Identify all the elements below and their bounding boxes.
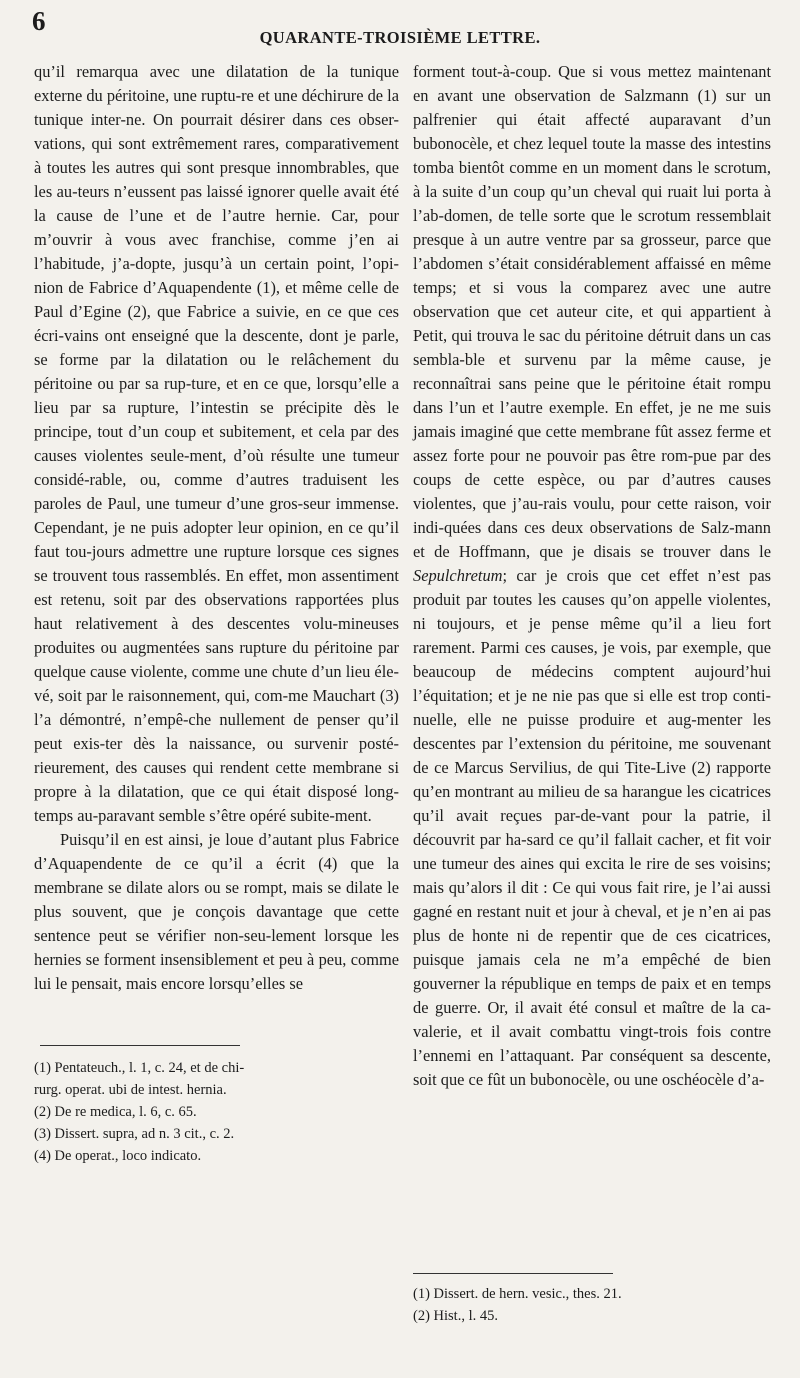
footnotes-right bbox=[413, 1283, 773, 1327]
footnote-line: (2) De re medica, l. 6, c. 65. bbox=[34, 1104, 197, 1120]
footnote-line: rurg. operat. ubi de intest. hernia. bbox=[34, 1082, 227, 1098]
footnote-rule-right bbox=[413, 1273, 613, 1274]
footnote-line: (4) De operat., loco indicato. bbox=[34, 1148, 202, 1164]
footnote-line: (3) Dissert. supra, ad n. 3 cit., c. 2. bbox=[34, 1126, 235, 1142]
right-text-part-1: forment tout-à-coup. Que si vous mettez maintenant en avant une observation de Salzmann (1) sur un palfrenier qui était affecté auparavant d’un bubonocèle, et chez lequel toute la masse des intestins tomba bientôt comme en un moment dans le scrotum, à la suite d’un coup qu’un cheval qui ruait lui porta à l’ab-domen, de telle sorte que le scrotum ressemblait presque à un autre ventre par sa grosseur, parce que l’abdomen s’était considérablement affaissé en même temps; et si vous la comparez avec une autre observation que cet auteur cite, et qui appartient à Petit, qui trouva le sac du péritoine détruit dans un cas sembla-ble et survenu par la même cause, je reconnaîtrai sans peine que le péritoine était rompu dans l’un et l’autre exemple. En effet, je ne me suis jamais imaginé que cette membrane fût assez ferme et assez forte pour ne pouvoir pas être rom-pue par des coups de cette espèce, ou par d’autres causes violentes, que j’au-rais voulu, pour cette raison, voir indi-quées dans ces deux observations de Salz-mann et de Hoffmann, que je disais se trouver dans le bbox=[413, 62, 771, 561]
left-paragraph-2: Puisqu’il en est ainsi, je loue d’autant plus Fabrice d’Aquapendente de ce qu’il a écrit (4) que la membrane se dilate alors ou se rompt, mais se dilate le plus souvent, que je conçois davantage que cette sentence peut se vérifier non-seu-lement lorsque les hernies se forment insensiblement et peu à peu, comme lui le pensait, mais encore lorsqu’elles se bbox=[34, 830, 399, 993]
right-column bbox=[413, 60, 771, 1092]
left-column bbox=[34, 60, 399, 996]
page-number: 6 bbox=[32, 6, 46, 36]
footnote-line: (1) Dissert. de hern. vesic., thes. 21. bbox=[413, 1286, 622, 1302]
right-text-part-2: ; car je crois que cet effet n’est pas produit par toutes les causes qu’on appelle violentes, ni toujours, et je pense même qu’il a lieu fort rarement. Parmi ces causes, je vois, par exemple, que beaucoup de médecins comptent aujourd’hui l’équitation; et je ne nie pas que si elle est trop conti-nuelle, elle ne puisse produire et aug-menter les descentes par l’extension du péritoine, me souvenant de ce Marcus Servilius, de qui Tite-Live (2) rapporte qu’en montrant au milieu de sa harangue les cicatrices qu’il avait reçues par-de-vant pour la patrie, il découvrit par ha-sard ce qu’il fallait cacher, et fit voir une tumeur des aines qui excita le rire de ses voisins; mais qu’alors il dit : Ce qui vous fait rire, je l’ai aussi gagné en restant nuit et jour à cheval, et je n’en ai pas plus de honte ni de repentir que de ces cicatrices, puisque jamais cela ne m’a empêché de bien gouverner la république en temps de paix et en temps de guerre. Or, il avait été consul et maître de la ca-valerie, et il avait combattu vingt-trois fois contre l’ennemi en l’attaquant. Par conséquent sa descente, soit que ce fût un bubonocèle, ou une oschéocèle d’a- bbox=[413, 566, 771, 1089]
right-paragraph bbox=[413, 60, 771, 1092]
footnote-rule-left bbox=[40, 1045, 240, 1046]
sepulchretum-title: Sepulchretum bbox=[413, 566, 503, 585]
footnote-line: (1) Pentateuch., l. 1, c. 24, et de chi- bbox=[34, 1060, 245, 1076]
footnote-line: (2) Hist., l. 45. bbox=[413, 1308, 498, 1324]
left-paragraph-1: qu’il remarqua avec une dilatation de la tunique externe du péritoine, une ruptu-re et une déchirure de la tunique inter-ne. On pourrait désirer dans ces obser-vations, qui sont extrêmement rares, comparativement à toutes les autres qui sont presque innombrables, que les au-teurs n’eussent pas laissé ignorer quelle avait été la cause de l’une et de l’autre hernie. Car, pour m’ouvrir à vous avec franchise, comme j’en ai l’habitude, j’a-dopte, jusqu’à un certain point, l’opi-nion de Fabrice d’Aquapendente (1), et même celle de Paul d’Egine (2), que Fabrice a suivie, en ce que ces écri-vains ont enseigné que la descente, dont je parle, se forme par la dilatation ou le relâchement du péritoine ou par sa rup-ture, et en ce que, lorsqu’elle a lieu par sa rupture, l’intestin se précipite dès le principe, tout d’un coup et subitement, et cela par des causes violentes seule-ment, d’où résulte une tumeur considé-rable, ou, comme d’autres traduisent les paroles de Paul, une tumeur d’une gros-seur immense. Cependant, je ne puis adopter leur opinion, en ce qu’il faut tou-jours admettre une rupture lorsque ces signes se trouvent tous rassemblés. En effet, mon assentiment est retenu, soit par des observations rapportées plus haut relativement à des descentes volu-mineuses produites ou augmentées sans rupture du péritoine par quelque cause violente, comme une chute d’un lieu éle-vé, soit par le raisonnement, qui, com-me Mauchart (3) l’a démontré, n’empê-che nullement de penser qu’il peut exis-ter dès la naissance, ou survenir posté-rieurement, des causes qui rendent cette membrane si propre à la dilatation, que ce qui était disposé long-temps au-paravant semble s’être opéré subite-ment. bbox=[34, 62, 399, 825]
running-head: QUARANTE-TROISIÈME LETTRE. bbox=[259, 28, 541, 47]
footnotes-left bbox=[34, 1057, 394, 1167]
